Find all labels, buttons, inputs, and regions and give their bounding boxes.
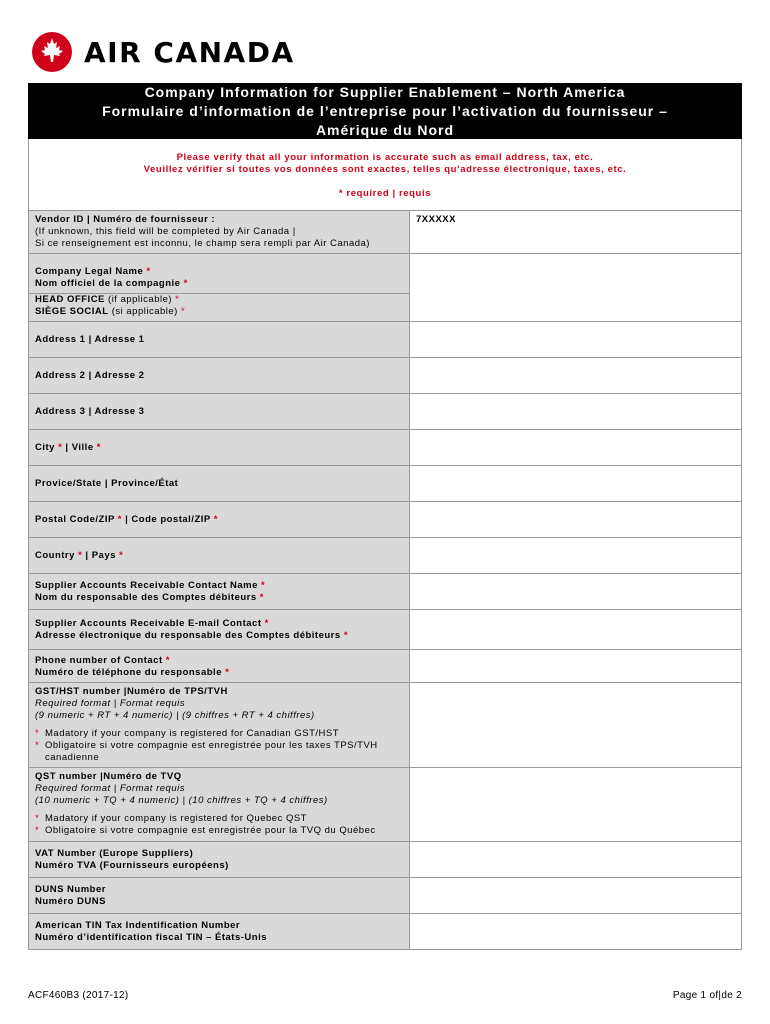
duns-label <box>29 878 410 914</box>
required-star: * <box>225 667 230 678</box>
row-ar-email <box>29 610 742 650</box>
maple-leaf-icon <box>30 30 74 74</box>
address-1-field[interactable] <box>410 322 742 358</box>
gst-format: (9 numeric + RT + 4 numeric) | (9 chiffres + RT + 4 chiffres) <box>35 710 315 721</box>
country-fr: | Pays <box>82 549 120 561</box>
required-star: * <box>165 655 170 666</box>
title-line-3: Amérique du Nord <box>315 122 455 138</box>
vendor-id-note-2: Si ce renseignement est inconnu, le champ sera rempli par Air Canada) <box>35 238 370 249</box>
notice-line-2: Veuillez vérifier si toutes vos données sont exactes, telles qu’adresse électronique, taxes, etc. <box>143 164 627 175</box>
address-1-label: Address 1 | Adresse 1 <box>29 322 410 358</box>
duns-field[interactable] <box>410 878 742 914</box>
gst-note-en: Madatory if your company is registered for Canadian GST/HST <box>45 728 340 739</box>
company-name-en: Company Legal Name <box>35 266 144 277</box>
row-city <box>29 430 742 466</box>
title-line-2: Formulaire d’information de l’entreprise pour l’activation du fournisseur – <box>102 103 668 119</box>
required-star: * <box>96 441 101 453</box>
vat-field[interactable] <box>410 842 742 878</box>
ar-email-label <box>29 610 410 650</box>
ar-email-field[interactable] <box>410 610 742 650</box>
city-fr: | Ville <box>62 441 97 453</box>
row-duns <box>29 878 742 914</box>
vendor-id-note-1: (If unknown, this field will be completed by Air Canada | <box>35 226 296 237</box>
duns-en: DUNS Number <box>35 883 106 895</box>
required-star: * <box>259 591 264 603</box>
head-office-note: (if applicable) <box>104 294 176 305</box>
province-label: Provice/State | Province/État <box>29 466 410 502</box>
vat-label <box>29 842 410 878</box>
gst-note-fr: Obligatoire si votre compagnie est enregistrée pour les taxes TPS/TVH canadienne <box>45 740 378 763</box>
phone-field[interactable] <box>410 650 742 683</box>
brand-name: AIR CANADA <box>84 35 295 69</box>
address-2-field[interactable] <box>410 358 742 394</box>
gst-title: GST/HST number |Numéro de TPS/TVH <box>35 686 228 697</box>
ar-contact-fr: Nom du responsable des Comptes débiteurs <box>35 591 260 603</box>
row-province <box>29 466 742 502</box>
row-phone <box>29 650 742 683</box>
supplier-form-table <box>28 210 742 950</box>
form-code: ACF460B3 (2017-12) <box>28 990 129 1001</box>
address-2-label: Address 2 | Adresse 2 <box>29 358 410 394</box>
country-field[interactable] <box>410 538 742 574</box>
row-gst <box>29 683 742 768</box>
required-star: * <box>117 513 122 525</box>
address-3-field[interactable] <box>410 394 742 430</box>
duns-fr: Numéro DUNS <box>35 895 106 907</box>
required-star: * <box>261 579 266 591</box>
postal-field[interactable] <box>410 502 742 538</box>
company-name-label <box>29 254 410 294</box>
row-address-3 <box>29 394 742 430</box>
row-qst <box>29 768 742 842</box>
tin-field[interactable] <box>410 914 742 950</box>
tin-fr: Numéro d’identification fiscal TIN – États-Unis <box>35 931 268 943</box>
vendor-id-label <box>29 211 410 254</box>
head-office-label <box>29 294 410 322</box>
postal-fr: | Code postal/ZIP <box>122 513 214 525</box>
row-country <box>29 538 742 574</box>
country-label <box>29 538 410 574</box>
vendor-id-field[interactable]: 7XXXXX <box>410 211 742 254</box>
required-star: * <box>180 306 186 317</box>
ar-email-fr: Adresse électronique du responsable des Comptes débiteurs <box>35 629 344 641</box>
notice-line-1: Please verify that all your information is accurate such as email address, tax, etc. <box>176 152 594 163</box>
ar-email-en: Supplier Accounts Receivable E-mail Contact <box>35 617 265 629</box>
phone-fr: Numéro de téléphone du responsable <box>35 667 226 678</box>
qst-note-fr: Obligatoire si votre compagnie est enregistrée pour la TVQ du Québec <box>45 825 376 836</box>
qst-title: QST number |Numéro de TVQ <box>35 771 182 782</box>
required-star: * <box>78 549 83 561</box>
company-name-fr: Nom officiel de la compagnie <box>35 278 181 289</box>
qst-note-en: Madatory if your company is registered for Quebec QST <box>45 813 307 824</box>
province-field[interactable] <box>410 466 742 502</box>
required-legend: * required | requis <box>338 188 432 199</box>
qst-field[interactable] <box>410 768 742 842</box>
gst-field[interactable] <box>410 683 742 768</box>
vat-en: VAT Number (Europe Suppliers) <box>35 847 194 859</box>
required-star: * <box>183 278 188 289</box>
form-title <box>28 83 742 139</box>
gst-label: GST/HST number |Numéro de TPS/TVH Required format | Format requis (9 numeric + RT + 4 numeric) | (9 chiffres + RT + 4 chiffres) * Madatory if your company is registered for Canadian GST/HST * Obligatoire si votre compagnie est enregistrée pour les taxes TPS/TVH canadienne <box>29 683 410 768</box>
row-tin <box>29 914 742 950</box>
required-star: * <box>119 549 124 561</box>
verification-notice <box>28 139 742 210</box>
head-office-note-fr: (si applicable) <box>108 306 181 317</box>
postal-label <box>29 502 410 538</box>
required-star: * <box>146 266 151 277</box>
required-star: * <box>343 629 349 641</box>
city-label <box>29 430 410 466</box>
tin-label <box>29 914 410 950</box>
head-office-fr: SIÈGE SOCIAL <box>35 306 109 317</box>
vendor-id-title: Vendor ID | Numéro de fournisseur : <box>35 214 216 225</box>
row-address-1 <box>29 322 742 358</box>
row-company-name <box>29 254 742 294</box>
title-line-1: Company Information for Supplier Enablement – North America <box>144 84 626 100</box>
head-office-en: HEAD OFFICE <box>35 294 105 305</box>
vat-fr: Numéro TVA (Fournisseurs européens) <box>35 859 229 871</box>
qst-label: QST number |Numéro de TVQ Required format | Format requis (10 numeric + TQ + 4 numeric) | (10 chiffres + TQ + 4 chiffres) * Madatory if your company is registered for Quebec QST * Obligatoire si votre compagnie est enregistrée pour la TVQ du Québec <box>29 768 410 842</box>
qst-format: (10 numeric + TQ + 4 numeric) | (10 chiffres + TQ + 4 chiffres) <box>35 795 328 806</box>
ar-contact-field[interactable] <box>410 574 742 610</box>
phone-en: Phone number of Contact <box>35 655 166 666</box>
company-name-field[interactable] <box>410 254 742 322</box>
required-star: * <box>213 513 218 525</box>
row-vendor-id <box>29 211 742 254</box>
tin-en: American TIN Tax Indentification Number <box>35 919 241 931</box>
row-ar-contact <box>29 574 742 610</box>
required-star: * <box>264 617 269 629</box>
gst-format-title: Required format | Format requis <box>35 698 185 709</box>
phone-label <box>29 650 410 683</box>
city-en: City <box>35 441 59 453</box>
ar-contact-en: Supplier Accounts Receivable Contact Name <box>35 579 262 591</box>
required-star: * <box>58 441 63 453</box>
row-vat <box>29 842 742 878</box>
row-postal <box>29 502 742 538</box>
country-en: Country <box>35 549 79 561</box>
city-field[interactable] <box>410 430 742 466</box>
page-number: Page 1 of|de 2 <box>672 990 742 1001</box>
address-3-label: Address 3 | Adresse 3 <box>29 394 410 430</box>
air-canada-logo <box>30 30 295 74</box>
ar-contact-label <box>29 574 410 610</box>
postal-en: Postal Code/ZIP <box>35 513 118 525</box>
row-address-2 <box>29 358 742 394</box>
required-star: * <box>175 294 180 305</box>
qst-format-title: Required format | Format requis <box>35 783 185 794</box>
